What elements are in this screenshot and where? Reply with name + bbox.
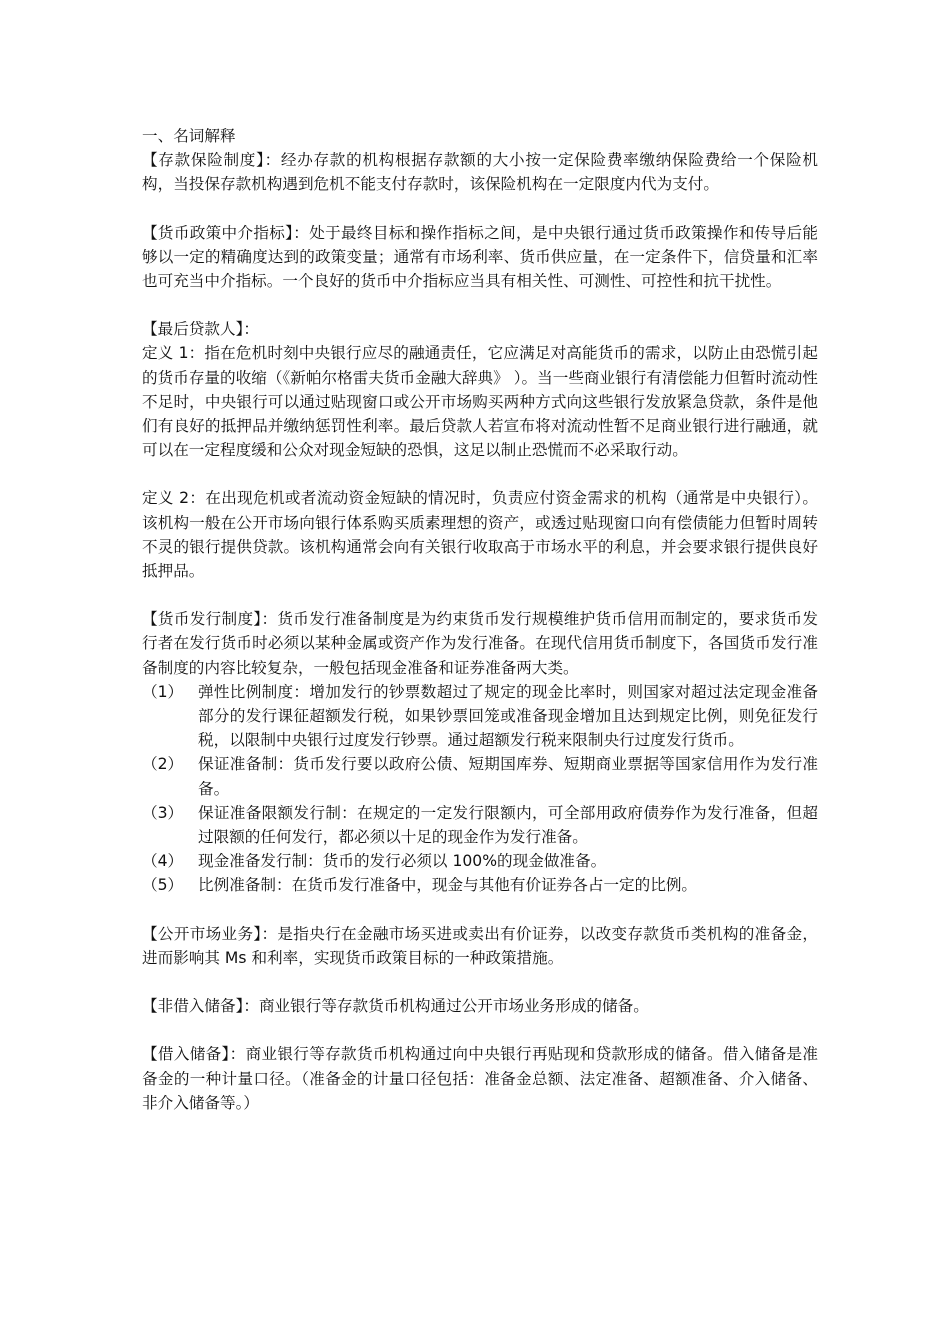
list-number: （4） xyxy=(142,852,184,871)
paragraph-gap xyxy=(142,1018,818,1042)
list-item xyxy=(142,752,818,800)
term-label: 【货币政策中介指标】： xyxy=(142,223,310,242)
document-page xyxy=(142,124,818,1115)
definition-text: 经办存款的机构根据存款额的大小按一定保险费率缴纳保险费给一个保险机构，当投保存款机构遇到危机不能支付存款时，该保险机构在一定限度内代为支付。 xyxy=(142,151,818,194)
paragraph-gap xyxy=(142,197,818,221)
paragraph-gap xyxy=(142,293,818,317)
definition-lender-2: 定义 2：在出现危机或者流动资金短缺的情况时，负责应付资金需求的机构（通常是中央银行）。该机构一般在公开市场向银行体系购买质素理想的资产，或透过贴现窗口向有偿债能力但暂时周转不灵的银行提供贷款。该机构通常会向有关银行收取高于市场水平的利息，并会要求银行提供良好抵押品。 xyxy=(142,489,818,581)
definition-nonborrowed-reserves xyxy=(142,994,818,1018)
term-label: 【非借入储备】： xyxy=(142,997,259,1016)
list-item xyxy=(142,873,818,897)
definition-text: 是指央行在金融市场买进或卖出有价证券，以改变存款货币类机构的准备金，进而影响其 Ms 和利率，实现货币政策目标的一种政策措施。 xyxy=(142,924,818,967)
term-label: 【借入储备】： xyxy=(142,1045,246,1064)
list-text: 弹性比例制度：增加发行的钞票数超过了规定的现金比率时，则国家对超过法定现金准备部分的发行课征超额发行税，如果钞票回笼或准备现金增加且达到规定比例，则免征发行税，以限制中央银行过度发行钞票。通过超额发行税来限制央行过度发行货币。 xyxy=(198,682,818,750)
term-label: 【存款保险制度】： xyxy=(142,151,281,170)
definition-text: 商业银行等存款货币机构通过公开市场业务形成的储备。 xyxy=(258,997,649,1016)
list-item xyxy=(142,801,818,849)
list-text: 比例准备制：在货币发行准备中，现金与其他有价证券各占一定的比例。 xyxy=(198,876,698,895)
definition-lender-1: 定义 1：指在危机时刻中央银行应尽的融通责任，它应满足对高能货币的需求，以防止由恐慌引起的货币存量的收缩（《新帕尔格雷夫货币金融大辞典》 ）。当一些商业银行有清偿能力但暂时流动性不足时，中央银行可以通过贴现窗口或公开市场购买两种方式向这些银行发放紧急贷款，条件是他们有良好的抵押品并缴纳惩罚性利率。最后贷款人若宣布将对流动性暂不足商业银行进行融通，就可以在一定程度缓和公众对现金短缺的恐惧，这足以制止恐慌而不必采取行动。 xyxy=(142,344,818,460)
list-text: 保证准备制：货币发行要以政府公债、短期国库券、短期商业票据等国家信用作为发行准备。 xyxy=(198,755,818,798)
definition-intermediate-target xyxy=(142,221,818,294)
paragraph-gap xyxy=(142,970,818,994)
list-number: （2） xyxy=(142,755,184,774)
paragraph-gap xyxy=(142,898,818,922)
paragraph-gap xyxy=(142,583,818,607)
definition-text: 商业银行等存款货币机构通过向中央银行再贴现和贷款形成的储备。借入储备是准备金的一种计量口径。（准备金的计量口径包括：准备金总额、法定准备、超额准备、介入储备、非介入储备等。） xyxy=(142,1045,818,1112)
list-number: （3） xyxy=(142,803,184,822)
definition-open-market xyxy=(142,922,818,970)
list-text: 保证准备限额发行制：在规定的一定发行限额内，可全部用政府债券作为发行准备，但超过限额的任何发行，都必须以十足的现金作为发行准备。 xyxy=(198,803,818,847)
definition-deposit-insurance xyxy=(142,148,818,196)
section-heading: 一、名词解释 xyxy=(142,127,236,145)
list-number: （1） xyxy=(142,682,184,701)
term-lender-of-last-resort: 【最后贷款人】： xyxy=(142,320,259,339)
term-label: 【公开市场业务】： xyxy=(142,924,278,943)
list-item xyxy=(142,680,818,753)
definition-text: 处于最终目标和操作指标之间，是中央银行通过货币政策操作和传导后能够以一定的精确度达到的政策变量；通常有市场利率、货币供应量，在一定条件下，信贷量和汇率也可充当中介指标。一个良好的货币中介指标应当具有相关性、可测性、可控性和抗干扰性。 xyxy=(142,223,818,291)
term-label: 【货币发行制度】： xyxy=(142,610,278,629)
definition-borrowed-reserves xyxy=(142,1042,818,1115)
definition-text: 货币发行准备制度是为约束货币发行规模维护货币信用而制定的，要求货币发行者在发行货币时必须以某种金属或资产作为发行准备。在现代信用货币制度下，各国货币发行准备制度的内容比较复杂，一般包括现金准备和证券准备两大类。 xyxy=(142,610,818,677)
paragraph-gap xyxy=(142,462,818,486)
list-text: 现金准备发行制：货币的发行必须以 100%的现金做准备。 xyxy=(198,852,607,871)
definition-currency-issuance xyxy=(142,607,818,680)
list-number: （5） xyxy=(142,876,184,895)
list-item xyxy=(142,849,818,873)
